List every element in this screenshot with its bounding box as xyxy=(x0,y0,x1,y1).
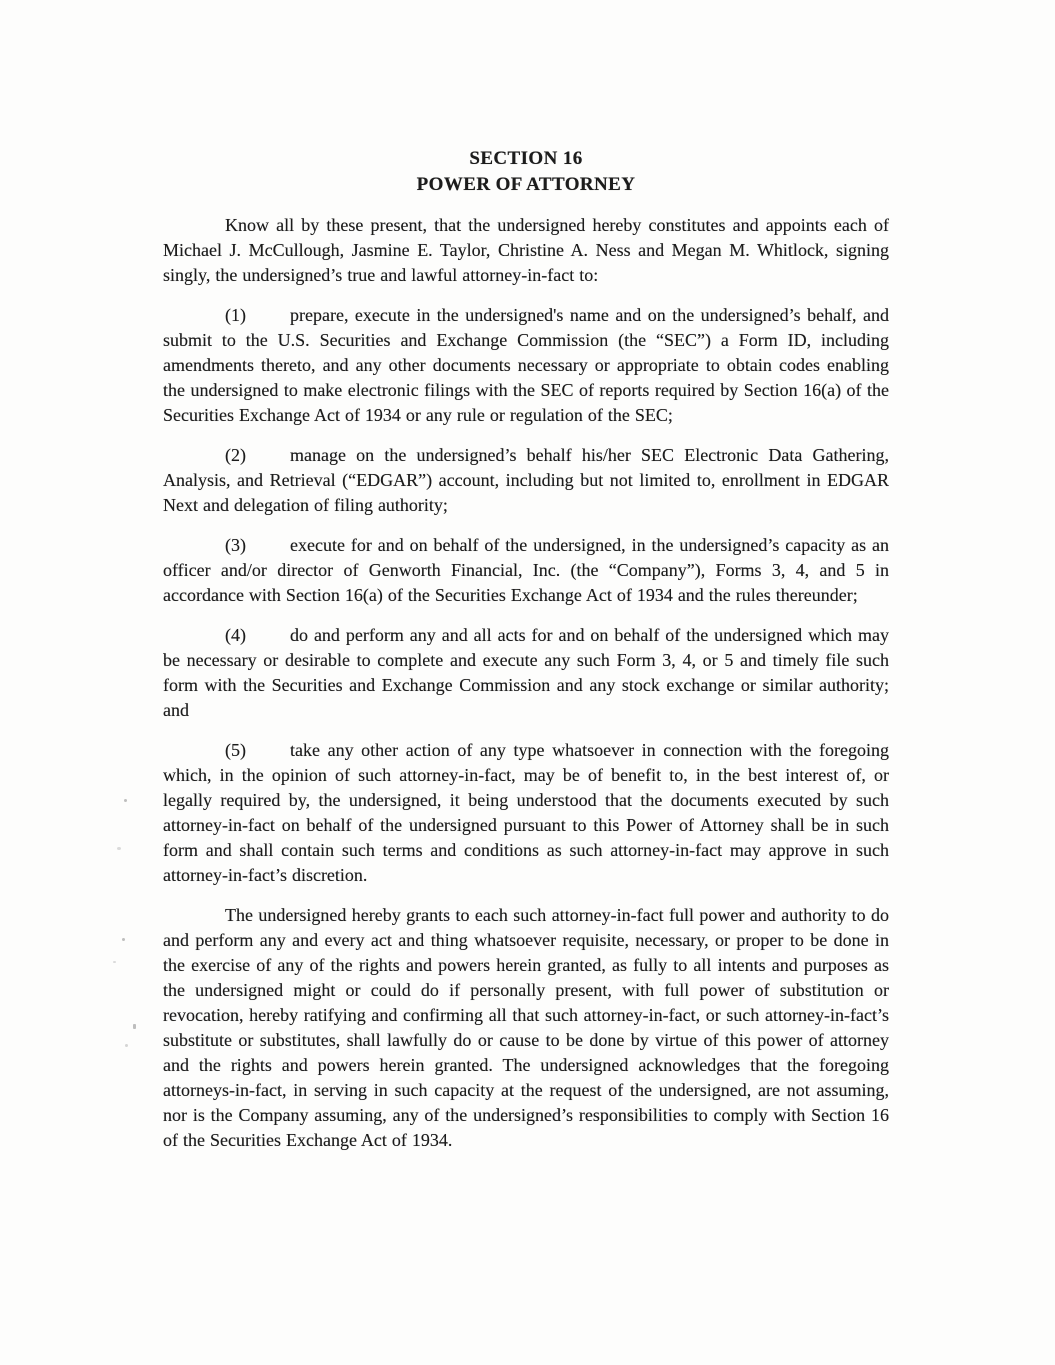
item-text: prepare, execute in the undersigned's name and on the undersigned’s behalf, and submit to the U.S. Securities and Exchange Commission (the “SEC”) a Form ID, including amendments thereto, and any other documents necessary or appropriate to obtain codes enabling the undersigned to make electronic filings with the SEC of reports required by Section 16(a) of the Securities Exchange Act of 1934 or any rule or regulation of the SEC; xyxy=(163,305,889,425)
item-text: execute for and on behalf of the undersigned, in the undersigned’s capacity as an officer and/or director of Genworth Financial, Inc. (the “Company”), Forms 3, 4, and 5 in accordance with Section 16(a) of the Securities Exchange Act of 1934 and the rules thereunder; xyxy=(163,535,889,605)
numbered-item xyxy=(163,623,889,723)
page-title xyxy=(163,146,889,198)
scan-artifact xyxy=(113,961,116,963)
closing-paragraph: The undersigned hereby grants to each such attorney-in-fact full power and authority to do and perform any and every act and thing whatsoever requisite, necessary, or proper to be done in the exercise of any of the rights and powers herein granted, as fully to all intents and purposes as the undersigned might or could do if personally present, with full power of substitution or revocation, hereby ratifying and confirming all that such attorney-in-fact, or such attorney-in-fact’s substitute or substitutes, shall lawfully do or cause to be done by virtue of this power of attorney and the rights and powers herein granted. The undersigned acknowledges that the foregoing attorneys-in-fact, in serving in such capacity at the request of the undersigned, are not assuming, nor is the Company assuming, any of the undersigned’s responsibilities to comply with Section 16 of the Securities Exchange Act of 1934. xyxy=(163,905,889,1150)
item-number: (4) xyxy=(225,625,246,645)
scan-artifact xyxy=(125,1044,128,1047)
item-number: (1) xyxy=(225,305,246,325)
section-number-heading: SECTION 16 xyxy=(469,148,583,169)
numbered-item xyxy=(163,533,889,608)
scan-artifact xyxy=(133,1024,136,1029)
scan-artifact xyxy=(737,912,741,914)
intro-paragraph: Know all by these present, that the undersigned hereby constitutes and appoints each of Michael J. McCullough, Jasmine E. Taylor, Christine A. Ness and Megan M. Whitlock, signing singly, the undersigned’s true and lawful attorney-in-fact to: xyxy=(163,215,889,285)
document-content xyxy=(163,146,889,1153)
item-number: (2) xyxy=(225,445,246,465)
numbered-item xyxy=(163,738,889,888)
numbered-item xyxy=(163,443,889,518)
item-number: (5) xyxy=(225,740,246,760)
numbered-items xyxy=(163,303,889,888)
scan-artifact xyxy=(117,847,121,850)
item-number: (3) xyxy=(225,535,246,555)
scan-artifact xyxy=(122,938,125,941)
item-text: manage on the undersigned’s behalf his/her SEC Electronic Data Gathering, Analysis, and Retrieval (“EDGAR”) account, including but not limited to, enrollment in EDGAR Next and delegation of filing authority; xyxy=(163,445,889,515)
numbered-item xyxy=(163,303,889,428)
power-of-attorney-heading: POWER OF ATTORNEY xyxy=(416,174,636,195)
scan-artifact xyxy=(124,799,127,802)
item-text: take any other action of any type whatsoever in connection with the foregoing which, in the opinion of such attorney-in-fact, may be of benefit to, in the best interest of, or legally required by, the undersigned, it being understood that the documents executed by such attorney-in-fact on behalf of the undersigned pursuant to this Power of Attorney shall be in such form and shall contain such terms and conditions as such attorney-in-fact may approve in such attorney-in-fact’s discretion. xyxy=(163,740,889,885)
item-text: do and perform any and all acts for and on behalf of the undersigned which may be necessary or desirable to complete and execute any such Form 3, 4, or 5 and timely file such form with the Securities and Exchange Commission and any stock exchange or similar authority; and xyxy=(163,625,889,720)
